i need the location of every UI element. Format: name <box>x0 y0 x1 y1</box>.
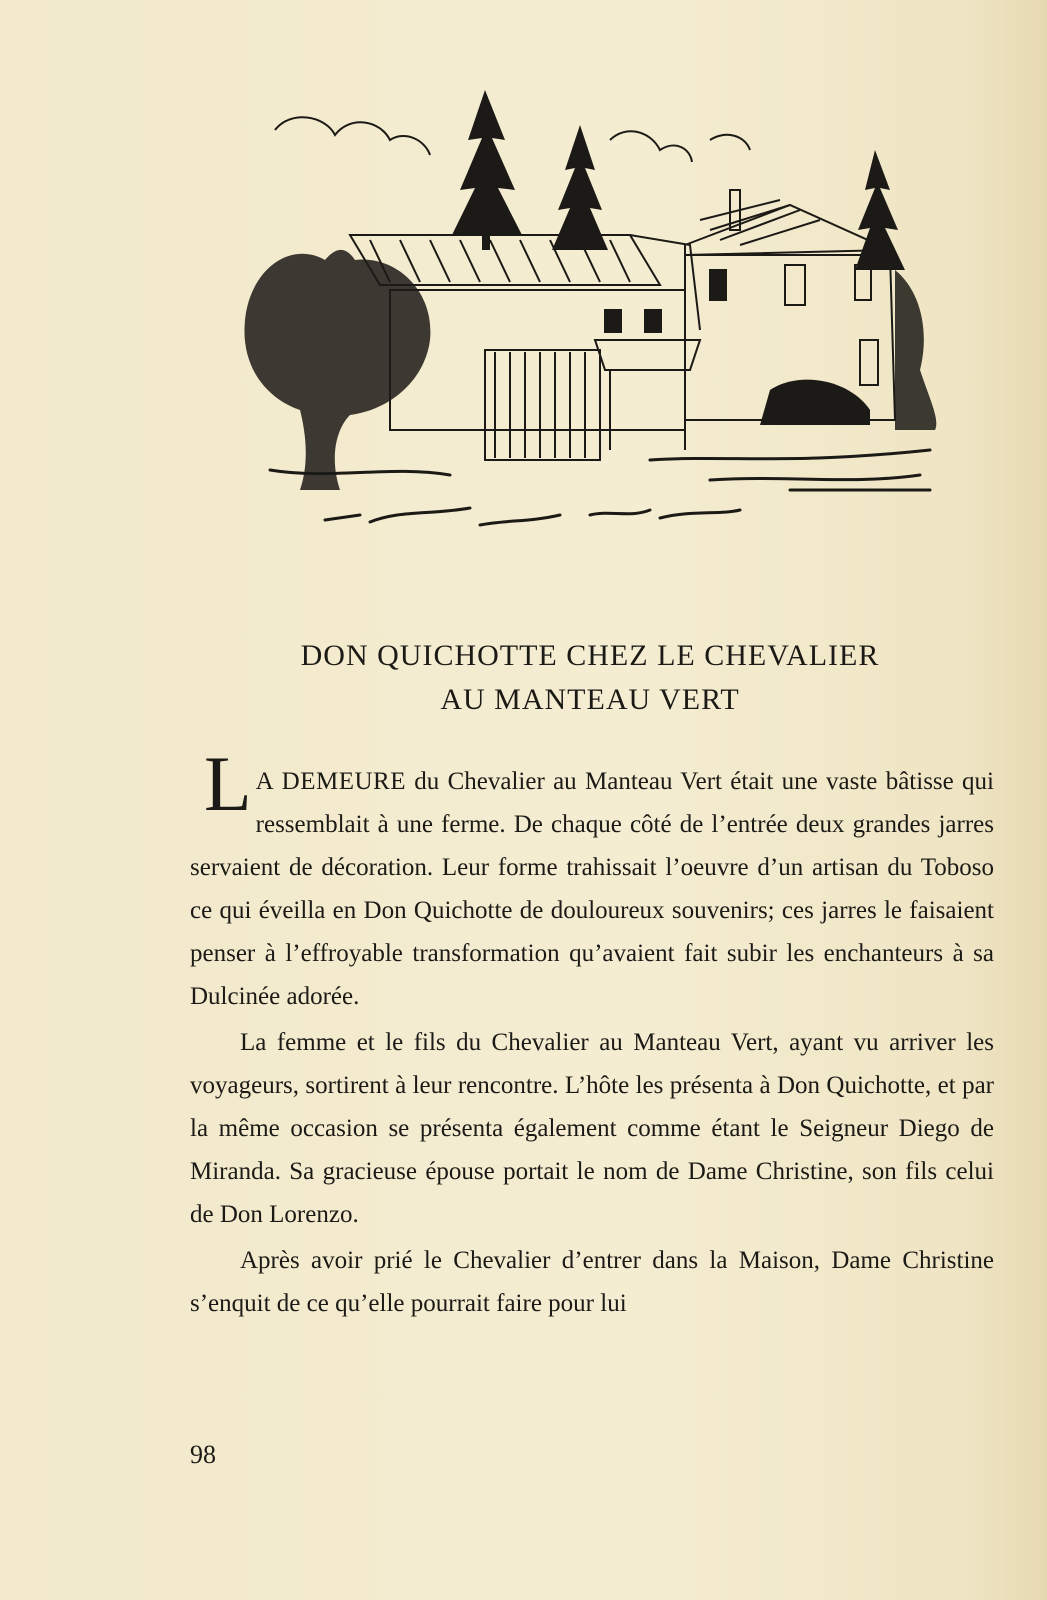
chapter-title <box>190 634 990 722</box>
chapter-title-line-1: DON QUICHOTTE CHEZ LE CHEVALIER <box>300 639 880 672</box>
page-number: 98 <box>190 1440 216 1469</box>
paragraph-1-text: du Chevalier au Manteau Vert était une vaste bâtisse qui ressemblait à une ferme. De chaque côté de l’entrée deux grandes jarres servaient de décoration. Leur forme trahissait l’oeuvre d’un artisan du Toboso ce qui éveilla en Don Quichotte de douloureux souvenirs; ces jarres le faisaient penser à l’effroyable transformation qu’avaient fait subir les enchanteurs à sa Dulcinée adorée. <box>190 768 994 1010</box>
paragraph-1-smallcaps: A DEMEURE <box>255 768 406 795</box>
chapter-title-line-2: AU MANTEAU VERT <box>440 683 740 716</box>
chapter-body <box>190 740 994 1325</box>
farmhouse-illustration-icon <box>230 70 970 550</box>
paragraph-3: Après avoir prié le Chevalier d’entrer dans la Maison, Dame Christine s’enquit de ce qu’elle pourrait faire pour lui <box>190 1247 994 1317</box>
drop-cap: L <box>204 740 252 827</box>
paragraph-2: La femme et le fils du Chevalier au Manteau Vert, ayant vu arriver les voyageurs, sortirent à leur rencontre. L’hôte les présenta à Don Quichotte, et par la même occasion se présenta également comme étant le Seigneur Diego de Miranda. Sa gracieuse épouse portait le nom de Dame Christine, son fils celui de Don Lorenzo. <box>190 1029 994 1228</box>
paragraph-1 <box>190 740 994 1018</box>
